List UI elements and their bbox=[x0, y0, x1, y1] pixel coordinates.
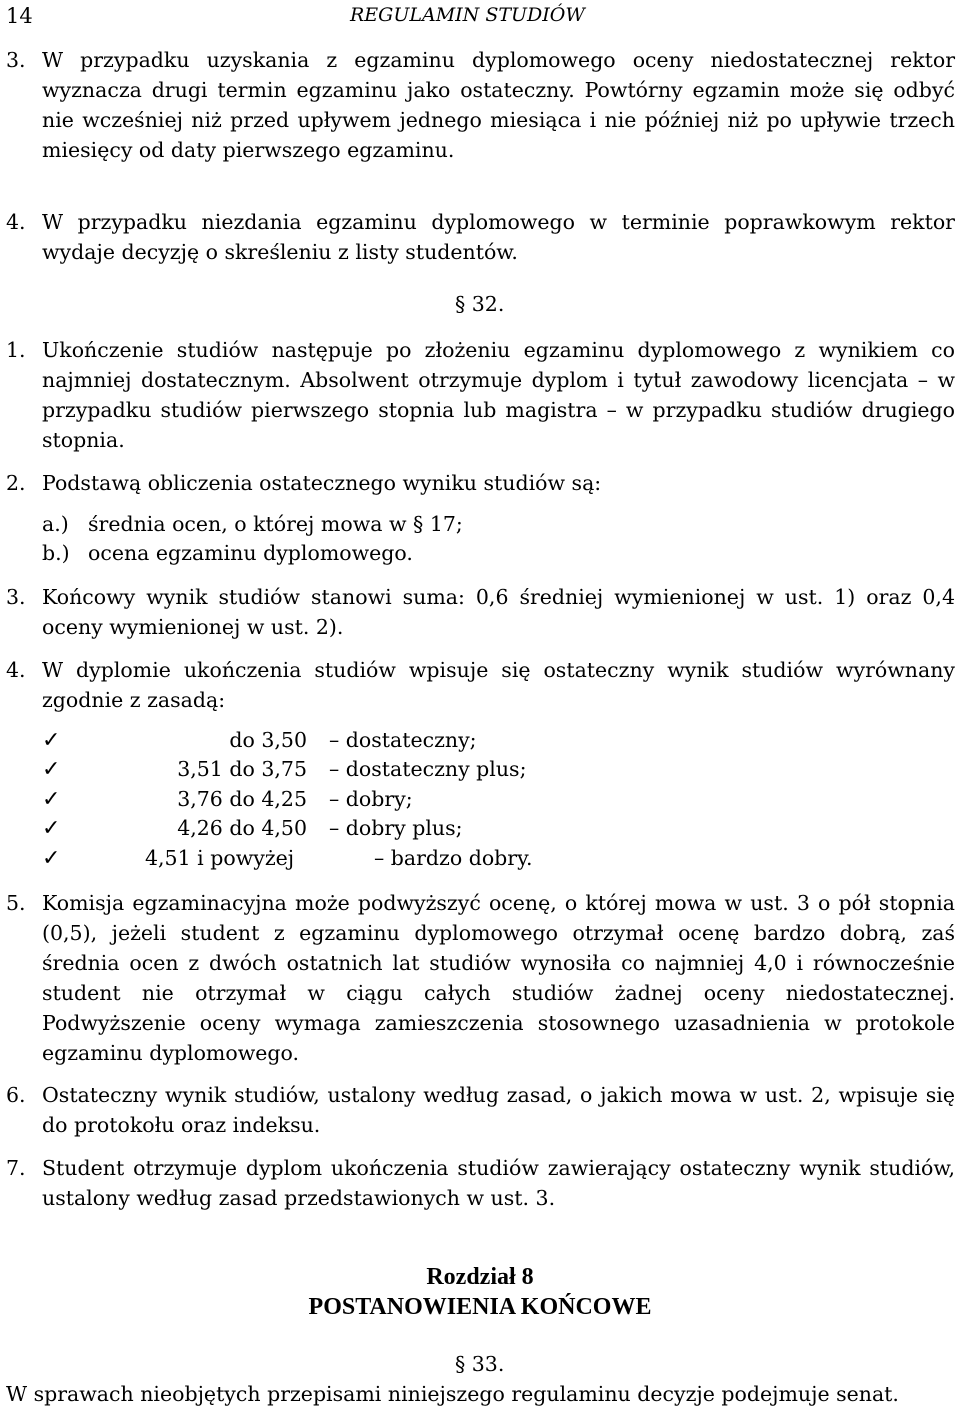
paragraph-text: Student otrzymuje dyplom ukończenia studiów zawierający ostateczny wynik studiów, ustalony według zasad przedstawionych w ust. 3. bbox=[42, 1156, 955, 1210]
paragraph-32-5 bbox=[0, 888, 955, 1068]
sub-item-label: b.) bbox=[42, 541, 70, 565]
grade-description: – dostateczny; bbox=[329, 728, 477, 752]
paragraph-text: Ostateczny wynik studiów, ustalony według zasad, o jakich mowa w ust. 2, wpisuje się do protokołu oraz indeksu. bbox=[42, 1083, 955, 1137]
paragraph-text: W dyplomie ukończenia studiów wpisuje się ostateczny wynik studiów wyrównany zgodnie z zasadą: bbox=[42, 658, 955, 712]
grade-range: 4,51 i powyżej bbox=[145, 846, 295, 870]
paragraph-text: Ukończenie studiów następuje po złożeniu egzaminu dyplomowego z wynikiem co najmniej dostatecznym. Absolwent otrzymuje dyplom i tytuł zawodowy licencjata – w przypadku studiów pierwszego stopnia lub magistra – w przypadku studiów drugiego stopnia. bbox=[42, 338, 955, 452]
paragraph-32-1 bbox=[0, 335, 955, 455]
grade-description: – dobry plus; bbox=[329, 816, 463, 840]
grade-row bbox=[42, 757, 642, 787]
grade-range: do 3,50 bbox=[229, 728, 307, 752]
paragraph-text: Końcowy wynik studiów stanowi suma: 0,6 średniej wymienionej w ust. 1) oraz 0,4 oceny wymienionej w ust. 2). bbox=[42, 585, 955, 639]
paragraph-32-4 bbox=[0, 655, 955, 715]
paragraph-number: 4. bbox=[6, 658, 26, 682]
paragraph-number: 7. bbox=[6, 1156, 26, 1180]
grade-description: – dobry; bbox=[329, 787, 413, 811]
grade-row bbox=[42, 846, 642, 876]
paragraph-number: 2. bbox=[6, 471, 26, 495]
chapter-label: Rozdział 8 bbox=[426, 1264, 534, 1290]
checkmark-icon: ✓ bbox=[42, 846, 61, 871]
paragraph-31-4 bbox=[0, 207, 955, 267]
sub-item-text: średnia ocen, o której mowa w § 17; bbox=[88, 512, 463, 536]
paragraph-number: 5. bbox=[6, 891, 26, 915]
paragraph-32-6 bbox=[0, 1080, 955, 1140]
paragraph-number: 6. bbox=[6, 1083, 26, 1107]
page-header bbox=[0, 0, 960, 34]
grade-row bbox=[42, 816, 642, 846]
checkmark-icon: ✓ bbox=[42, 728, 61, 753]
paragraph-31-3 bbox=[0, 45, 955, 165]
chapter-title: POSTANOWIENIA KOŃCOWE bbox=[308, 1294, 652, 1320]
sub-item-text: ocena egzaminu dyplomowego. bbox=[88, 541, 413, 565]
paragraph-text: Podstawą obliczenia ostatecznego wyniku studiów są: bbox=[42, 471, 602, 495]
section-32-title: § 32. bbox=[455, 292, 505, 316]
checkmark-icon: ✓ bbox=[42, 787, 61, 812]
running-title: REGULAMIN STUDIÓW bbox=[350, 4, 585, 26]
sub-item-b bbox=[42, 541, 413, 565]
grade-row bbox=[42, 787, 642, 817]
sub-item-label: a.) bbox=[42, 512, 69, 536]
paragraph-number: 4. bbox=[6, 210, 26, 234]
paragraph-32-2 bbox=[0, 468, 955, 498]
paragraph-number: 3. bbox=[6, 585, 26, 609]
paragraph-32-7 bbox=[0, 1153, 955, 1213]
grade-row bbox=[42, 728, 642, 758]
paragraph-32-3 bbox=[0, 582, 955, 642]
section-33-text: W sprawach nieobjętych przepisami niniejszego regulaminu decyzje podejmuje senat. bbox=[6, 1382, 899, 1406]
grade-description: – dostateczny plus; bbox=[329, 757, 527, 781]
checkmark-icon: ✓ bbox=[42, 757, 61, 782]
paragraph-number: 1. bbox=[6, 338, 26, 362]
paragraph-text: Komisja egzaminacyjna może podwyższyć ocenę, o której mowa w ust. 3 o pół stopnia (0,5), jeżeli student z egzaminu dyplomowego otrzymał ocenę bardzo dobrą, zaś średnia ocen z dwóch ostatnich lat studiów wynosiła co najmniej 4,0 i równocześnie student nie otrzymał w ciągu całych studiów żadnej oceny niedostatecznej. Podwyższenie oceny wymaga zamieszczenia stosownego uzasadnienia w protokole egzaminu dyplomowego. bbox=[42, 891, 955, 1065]
grade-description: – bardzo dobry. bbox=[374, 846, 533, 870]
page-number: 14 bbox=[6, 4, 33, 28]
paragraph-text: W przypadku uzyskania z egzaminu dyplomowego oceny niedostatecznej rektor wyznacza drugi termin egzaminu jako ostateczny. Powtórny egzamin może się odbyć nie wcześniej niż przed upływem jednego miesiąca i nie później niż po upływie trzech miesięcy od daty pierwszego egzaminu. bbox=[42, 48, 955, 162]
paragraph-number: 3. bbox=[6, 48, 26, 72]
sub-item-a bbox=[42, 512, 463, 536]
grade-range: 3,51 do 3,75 bbox=[177, 757, 307, 781]
paragraph-text: W przypadku niezdania egzaminu dyplomowego w terminie poprawkowym rektor wydaje decyzję o skreśleniu z listy studentów. bbox=[42, 210, 955, 264]
checkmark-icon: ✓ bbox=[42, 816, 61, 841]
grade-range: 4,26 do 4,50 bbox=[177, 816, 307, 840]
grade-range: 3,76 do 4,25 bbox=[177, 787, 307, 811]
section-33-title: § 33. bbox=[455, 1352, 505, 1376]
